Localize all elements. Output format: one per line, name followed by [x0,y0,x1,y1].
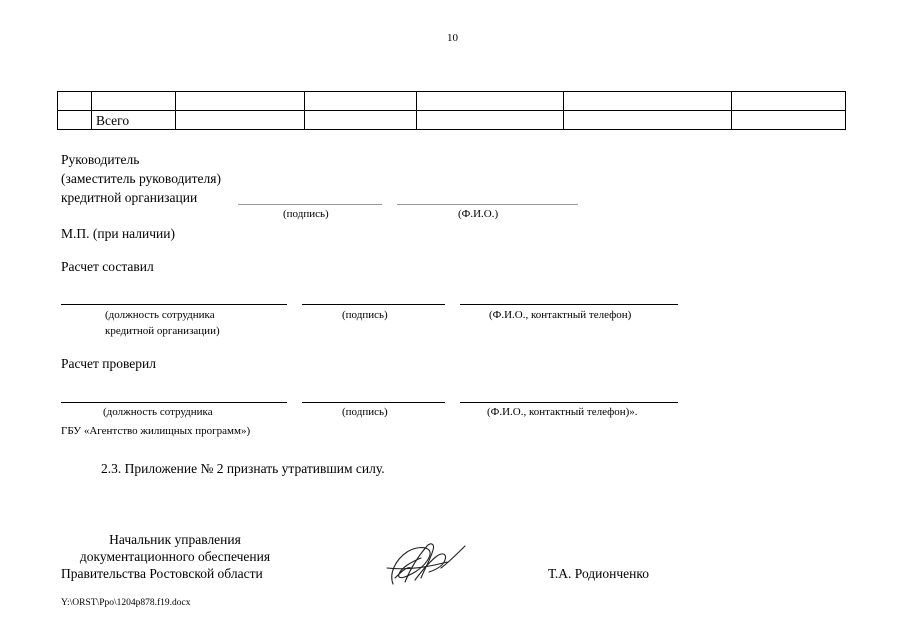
checked-name-line [460,402,678,403]
table-cell [732,92,846,111]
signatory-title-line1: Начальник управления [109,532,241,547]
table-row-total [58,111,846,130]
head-name-line [397,204,578,205]
checked-title: Расчет проверил [61,356,157,371]
signatory-title-line2: документационного обеспечения [79,549,271,564]
compiled-name-caption: (Ф.И.О., контактный телефон) [489,309,632,321]
clause-text: 2.3. Приложение № 2 признать утратившим силу. [101,461,385,476]
file-path: Y:\ORST\Ppo\1204p878.f19.docx [61,598,191,608]
table-cell [417,111,564,130]
compiled-position-caption-2: кредитной организации) [105,325,220,337]
handwritten-signature [385,538,471,588]
head-signature-caption: (подпись) [283,208,329,220]
head-title-line2: (заместитель руководителя) [61,171,221,186]
compiled-signature-caption: (подпись) [342,309,388,321]
head-name-caption: (Ф.И.О.) [458,208,499,220]
head-signature-line [238,204,382,205]
table-cell [58,111,92,130]
head-title-line3: кредитной организации [61,190,198,205]
data-table [57,91,846,130]
head-title-line1: Руководитель [61,152,140,167]
table-cell [417,92,564,111]
compiled-title: Расчет составил [61,259,154,274]
compiled-signature-line [302,304,445,305]
stamp-note: М.П. (при наличии) [61,226,175,241]
checked-position-caption-2: ГБУ «Агентство жилищных программ») [61,425,251,437]
checked-position-line [61,402,287,403]
table-cell-total-label: Всего [92,111,176,130]
page-number: 10 [447,32,458,44]
table-cell [305,92,417,111]
signatory-title-line3: Правительства Ростовской области [61,566,263,581]
compiled-position-caption-1: (должность сотрудника [105,309,215,321]
compiled-position-line [61,304,287,305]
table-cell [564,92,732,111]
table-cell [305,111,417,130]
table-row [58,92,846,111]
table-cell [564,111,732,130]
checked-signature-caption: (подпись) [342,406,388,418]
table-cell [92,92,176,111]
table-cell [58,92,92,111]
checked-position-caption-1: (должность сотрудника [103,406,213,418]
checked-name-caption: (Ф.И.О., контактный телефон)». [487,406,638,418]
table-cell [176,92,305,111]
table-cell [176,111,305,130]
signatory-name: Т.А. Родионченко [548,566,649,581]
table-cell [732,111,846,130]
compiled-name-line [460,304,678,305]
checked-signature-line [302,402,445,403]
